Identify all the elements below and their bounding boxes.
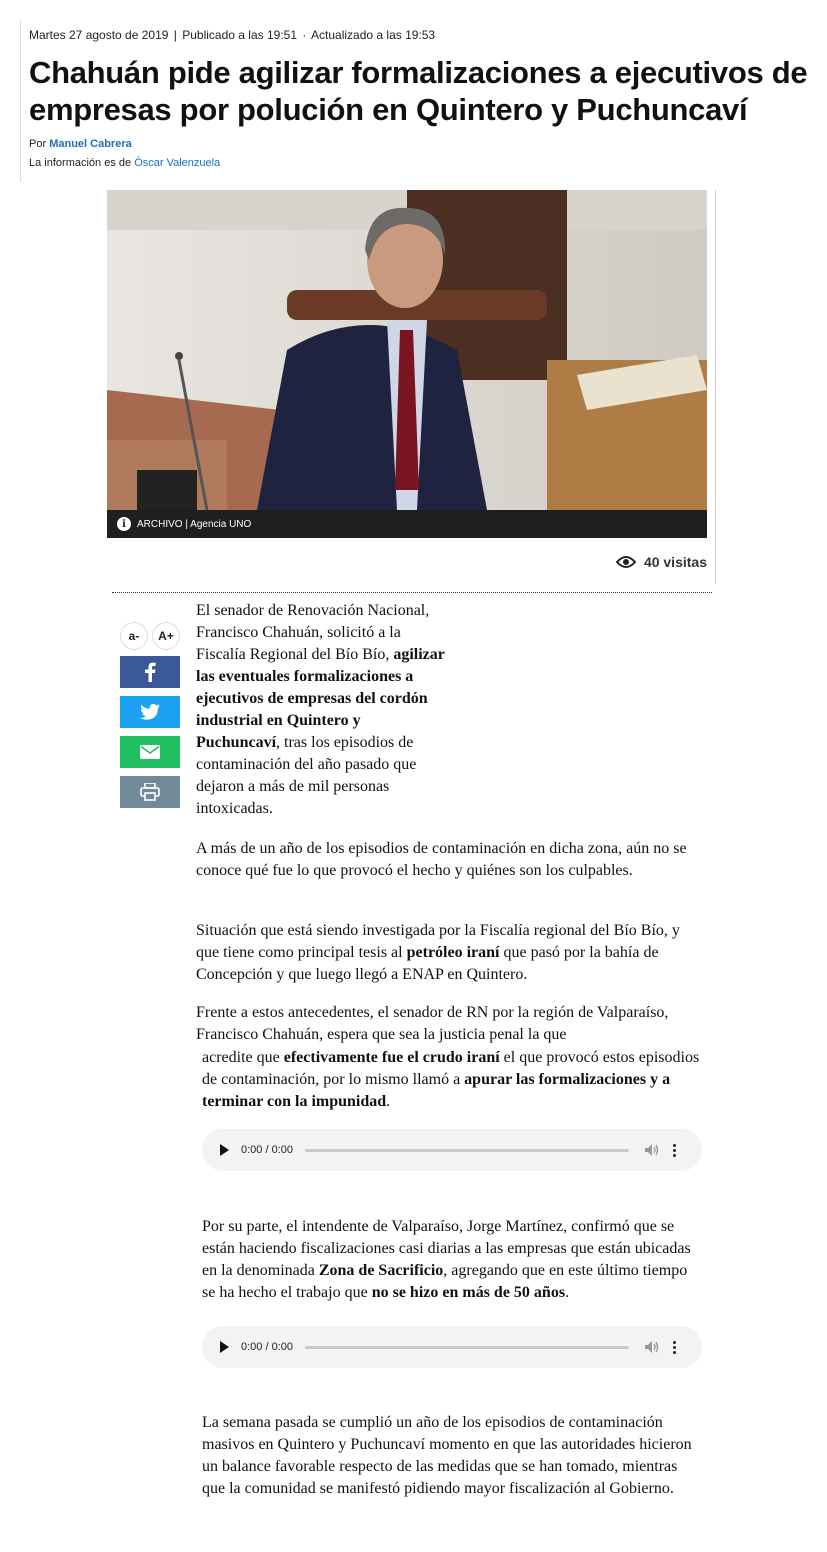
audio-time: 0:00 / 0:00 (241, 1341, 293, 1353)
separator: · (302, 28, 307, 42)
article-header (20, 20, 821, 182)
more-options-icon[interactable] (673, 1144, 676, 1157)
facebook-icon (144, 662, 156, 682)
info-prefix: La información es de (29, 157, 132, 169)
paragraph-5 (202, 1216, 702, 1304)
p4-text-2: el que provocó estos episodios de contaminación, por lo mismo llamó a (202, 1049, 700, 1088)
paragraph-6: La semana pasada se cumplió un año de los episodios de contaminación masivos en Quintero y Puchuncaví momento en que las autoridades hicieron un balance favorable respecto de las medidas que se han tomado, mientras que la comunidad se manifestó pidiendo mayor fiscalización al Gobierno. (202, 1414, 692, 1497)
byline-prefix: Por (29, 138, 47, 150)
more-options-icon[interactable] (673, 1341, 676, 1354)
audio-player-1[interactable] (202, 1129, 702, 1171)
share-twitter-button[interactable] (120, 696, 180, 728)
info-author-link[interactable]: Óscar Valenzuela (134, 157, 221, 169)
p5-end: . (565, 1284, 570, 1301)
audio-player-2[interactable] (202, 1326, 702, 1368)
share-toolbar (120, 622, 180, 816)
p3-bold: petróleo iraní (406, 944, 500, 961)
p5-bold-1: Zona de Sacrificio (318, 1262, 444, 1279)
paragraph-3 (196, 920, 706, 986)
print-icon (140, 783, 160, 801)
article-media (107, 190, 716, 584)
paragraph-4-line1: Frente a estos antecedentes, el senador de RN por la región de Valparaíso, Francisco Chahuán, espera que sea la justicia penal la que (196, 1004, 669, 1043)
article-title: Chahuán pide agilizar formalizaciones a ejecutivos de empresas por polución en Quintero y Puchuncaví (29, 55, 808, 127)
p1-text: El senador de Renovación Nacional, Francisco Chahuán, solicitó a la Fiscalía Regional del Bío Bío, (196, 602, 430, 663)
paragraph-4 (202, 1047, 702, 1113)
share-facebook-button[interactable] (120, 656, 180, 688)
font-size-controls (120, 622, 180, 650)
info-source (29, 157, 220, 169)
senator-photo (107, 190, 707, 510)
p5-text-2: , agregando que en este último tiempo se ha hecho el trabajo que (202, 1262, 688, 1301)
eye-icon (616, 555, 636, 569)
play-icon[interactable] (220, 1144, 229, 1156)
p3-text: Situación que está siendo investigada por la Fiscalía regional del Bío Bío, y que tiene como principal tesis al (196, 922, 680, 961)
view-counter (616, 554, 707, 570)
p4-bold-2: apurar las formalizaciones y a terminar con la impunidad (202, 1071, 671, 1110)
email-icon (140, 745, 160, 759)
p5-text: Por su parte, el intendente de Valparaíso, Jorge Martínez, confirmó que se están haciendo fiscalizaciones casi diarias a las empresas que están ubicadas en la denominada (202, 1218, 691, 1279)
audio-time: 0:00 / 0:00 (241, 1144, 293, 1156)
photo-caption (107, 510, 707, 538)
article-photo[interactable] (107, 190, 707, 510)
p5-bold-2: no se hizo en más de 50 años (371, 1284, 566, 1301)
twitter-icon (140, 704, 160, 720)
info-icon: i (117, 517, 131, 531)
play-icon[interactable] (220, 1341, 229, 1353)
volume-icon[interactable] (645, 1341, 659, 1353)
caption-text: ARCHIVO | Agencia UNO (137, 518, 252, 530)
p3-text-end: que pasó por la bahía de Concepción y que luego llegó a ENAP en Quintero. (196, 944, 659, 983)
views-count: 40 visitas (643, 554, 707, 570)
paragraph-2: A más de un año de los episodios de contaminación en dicha zona, aún no se conoce qué fue lo que provocó el hecho y quiénes son los culpables. (196, 840, 687, 879)
divider (112, 592, 712, 593)
p1-bold: agilizar las eventuales formalizaciones a ejecutivos de empresas del cordón industrial en Quintero y Puchuncaví (196, 646, 445, 751)
print-button[interactable] (120, 776, 180, 808)
share-email-button[interactable] (120, 736, 180, 768)
audio-progress-bar[interactable] (305, 1346, 629, 1349)
p4-end: . (386, 1093, 391, 1110)
separator: | (173, 28, 177, 42)
p4-bold-1: efectivamente fue el crudo iraní (283, 1049, 500, 1066)
author-link[interactable]: Manuel Cabrera (49, 138, 132, 150)
byline (29, 138, 132, 150)
updated-time: Actualizado a las 19:53 (311, 28, 436, 42)
published-time: Publicado a las 19:51 (182, 28, 297, 42)
article-date: Martes 27 agosto de 2019 (29, 28, 169, 42)
font-increase-button[interactable]: A+ (152, 622, 180, 650)
volume-icon[interactable] (645, 1144, 659, 1156)
p1-text-end: , tras los episodios de contaminación del año pasado que dejaron a más de mil personas intoxicadas. (196, 734, 417, 817)
font-decrease-button[interactable]: a- (120, 622, 148, 650)
dateline (29, 28, 435, 42)
p4-text: acredite que (202, 1049, 284, 1066)
paragraph-1 (196, 600, 446, 820)
audio-progress-bar[interactable] (305, 1149, 629, 1152)
